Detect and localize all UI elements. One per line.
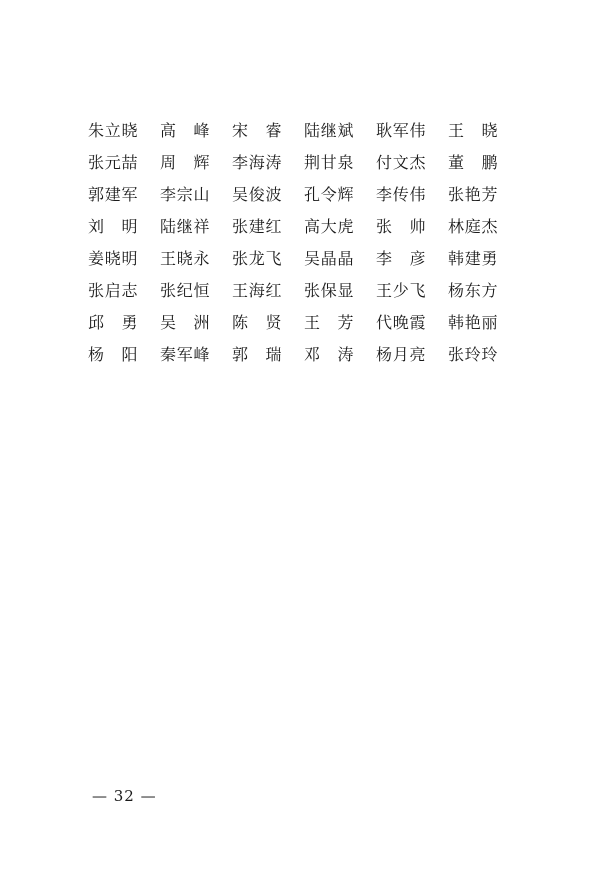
name-entry: 邓 涛 bbox=[304, 344, 354, 364]
name-entry: 张建红 bbox=[232, 216, 282, 236]
names-row bbox=[88, 273, 518, 305]
names-row bbox=[88, 337, 518, 369]
name-entry: 高大虎 bbox=[304, 216, 354, 236]
names-row bbox=[88, 113, 518, 145]
name-entry: 荆甘泉 bbox=[304, 152, 354, 172]
name-entry: 王晓永 bbox=[160, 248, 210, 268]
names-row bbox=[88, 305, 518, 337]
name-entry: 张 帅 bbox=[376, 216, 426, 236]
name-entry: 杨月亮 bbox=[376, 344, 426, 364]
name-entry: 王少飞 bbox=[376, 280, 426, 300]
name-entry: 董 鹏 bbox=[448, 152, 498, 172]
name-entry: 陆继祥 bbox=[160, 216, 210, 236]
names-row bbox=[88, 177, 518, 209]
name-entry: 张艳芳 bbox=[448, 184, 498, 204]
name-entry: 张启志 bbox=[88, 280, 138, 300]
name-entry: 吴晶晶 bbox=[304, 248, 354, 268]
names-row bbox=[88, 145, 518, 177]
name-entry: 杨东方 bbox=[448, 280, 498, 300]
names-list bbox=[88, 113, 518, 369]
name-entry: 吴俊波 bbox=[232, 184, 282, 204]
name-entry: 韩建勇 bbox=[448, 248, 498, 268]
name-entry: 陆继斌 bbox=[304, 120, 354, 140]
name-entry: 李宗山 bbox=[160, 184, 210, 204]
name-entry: 刘 明 bbox=[88, 216, 138, 236]
name-entry: 郭建军 bbox=[88, 184, 138, 204]
name-entry: 吴 洲 bbox=[160, 312, 210, 332]
name-entry: 张保显 bbox=[304, 280, 354, 300]
page-number: — 32 — bbox=[92, 787, 157, 805]
name-entry: 郭 瑞 bbox=[232, 344, 282, 364]
names-row bbox=[88, 241, 518, 273]
name-entry: 韩艳丽 bbox=[448, 312, 498, 332]
name-entry: 邱 勇 bbox=[88, 312, 138, 332]
name-entry: 朱立晓 bbox=[88, 120, 138, 140]
name-entry: 张龙飞 bbox=[232, 248, 282, 268]
name-entry: 张玲玲 bbox=[448, 344, 498, 364]
name-entry: 李 彦 bbox=[376, 248, 426, 268]
name-entry: 周 辉 bbox=[160, 152, 210, 172]
name-entry: 代晚霞 bbox=[376, 312, 426, 332]
name-entry: 宋 睿 bbox=[232, 120, 282, 140]
name-entry: 王 晓 bbox=[448, 120, 498, 140]
name-entry: 李传伟 bbox=[376, 184, 426, 204]
names-row bbox=[88, 209, 518, 241]
name-entry: 王 芳 bbox=[304, 312, 354, 332]
name-entry: 付文杰 bbox=[376, 152, 426, 172]
name-entry: 张纪恒 bbox=[160, 280, 210, 300]
name-entry: 林庭杰 bbox=[448, 216, 498, 236]
name-entry: 杨 阳 bbox=[88, 344, 138, 364]
name-entry: 耿军伟 bbox=[376, 120, 426, 140]
name-entry: 张元喆 bbox=[88, 152, 138, 172]
name-entry: 孔令辉 bbox=[304, 184, 354, 204]
name-entry: 秦军峰 bbox=[160, 344, 210, 364]
name-entry: 王海红 bbox=[232, 280, 282, 300]
name-entry: 高 峰 bbox=[160, 120, 210, 140]
name-entry: 姜晓明 bbox=[88, 248, 138, 268]
name-entry: 陈 贤 bbox=[232, 312, 282, 332]
name-entry: 李海涛 bbox=[232, 152, 282, 172]
